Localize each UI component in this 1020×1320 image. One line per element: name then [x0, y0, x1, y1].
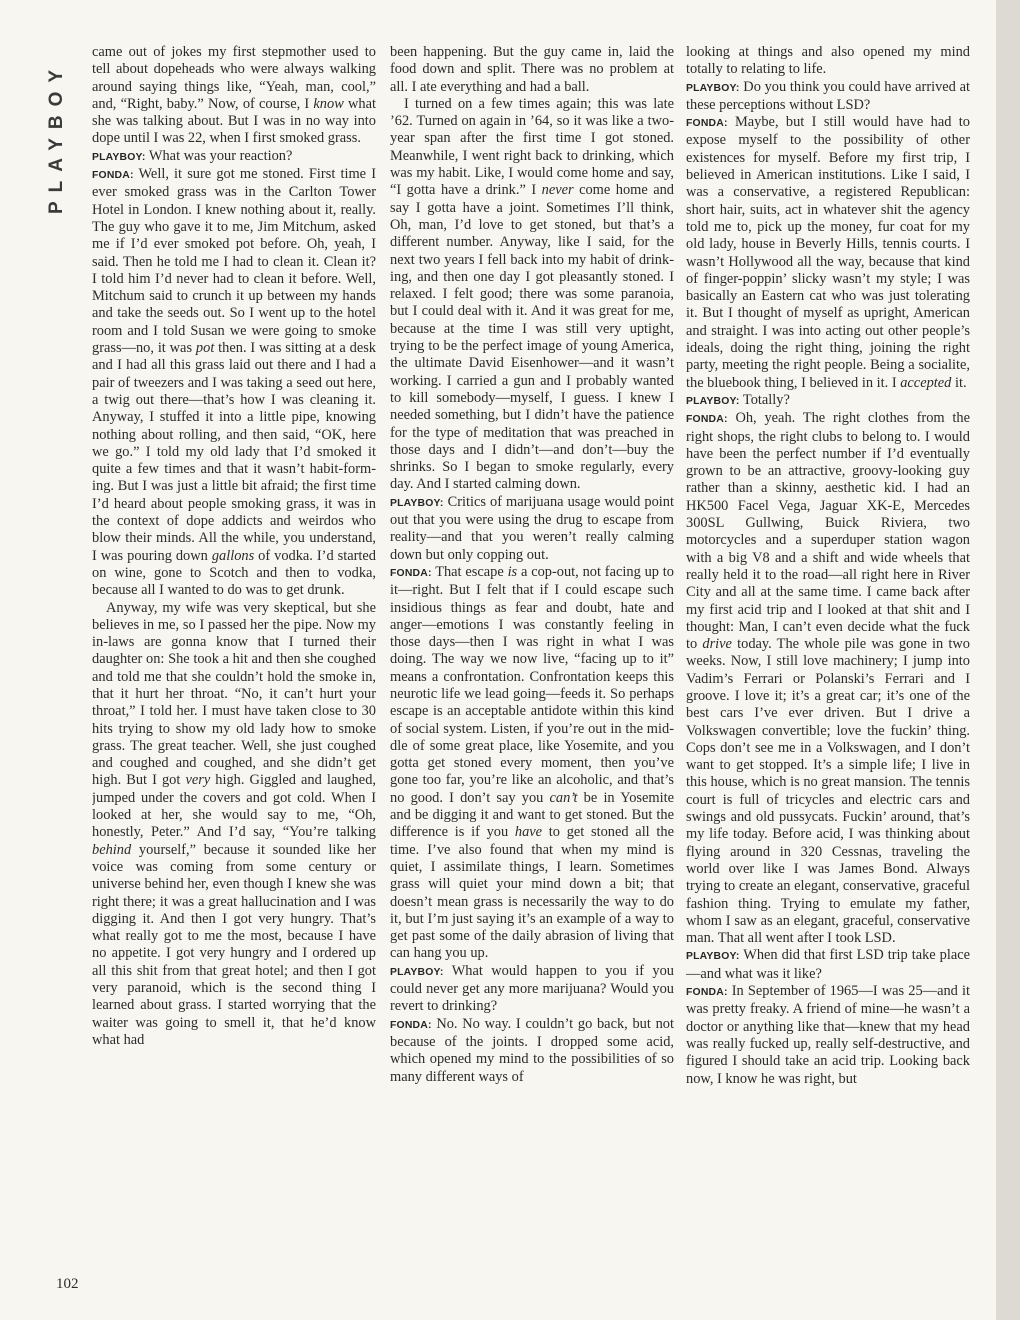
emphasis-text: accepted	[900, 374, 952, 391]
paragraph	[686, 44, 970, 79]
paragraph	[390, 96, 674, 494]
paragraph	[390, 1016, 674, 1086]
paragraph	[92, 600, 376, 1050]
body-text: In September of 1965—I was 25—and it was pretty freaky. A friend of mine—he wasn’t a doctor or anything like that—knew that my head was really fucked up, really self-destructive, and figured I should take an acid trip. Looking back now, I know he was right, but	[686, 983, 970, 1087]
speaker-label: FONDA:	[390, 567, 432, 579]
body-text: looking at things and also opened my mind totally to relating to life.	[686, 44, 970, 78]
body-text: a cop-out, not facing up to it—right. But I felt that if I could escape such insidious things as fear and doubt, hate and anger—emotions I was constantly feeling in those days—then I was right in what I was doing. The way we now live, “facing up to it” means a confrontation. Confrontation keeps this neurotic life we lead going—feeds it. So perhaps escape is an acceptable antidote within this kind of social system. Listen, if you’re out in the middle of some great place, like Yosemite, and you gotta get stoned every moment, then you’ve gone too far, you’re like an alcoholic, and that’s no good. I don’t say you	[390, 563, 674, 806]
emphasis-text: gallons	[211, 547, 255, 564]
body-text: Oh, yeah. The right clothes from the right shops, the right clubs to belong to. I would have been the perfect number if I’d eventually grown to be an attractive, groovy-looking guy rather than a skinny, aesthetic kid. I had an HK500 Facel Vega, Jaguar XK-E, Mercedes 300SL Gullwing, Buick Riviera, two motorcycles and a superduper station wagon with a big V8 and a shift and wide wheels that really held it to the road—all right here in River City and all at the same time. I came back after my first acid trip and I looked at that shit and I thought: Man, I can’t even decide what the fuck to	[686, 410, 970, 653]
body-text: Totally?	[742, 391, 790, 408]
speaker-label: PLAYBOY:	[686, 395, 740, 407]
paragraph	[390, 44, 674, 96]
paragraph	[92, 44, 376, 148]
body-text: be in Yosemite and be digging it and want to get stoned. But the difference is if you	[390, 789, 674, 841]
paragraph	[686, 114, 970, 392]
emphasis-text: drive	[702, 636, 732, 653]
emphasis-text: very	[185, 772, 211, 789]
paragraph	[390, 963, 674, 1016]
speaker-label: FONDA:	[686, 987, 728, 999]
speaker-label: PLAYBOY:	[686, 951, 740, 963]
speaker-label: FONDA:	[686, 414, 728, 426]
body-text: came out of jokes my first stepmother used to tell about dopeheads who were always walking around saying things like, “Yeah, man, cool,” and, “Right, baby.” Now, of course, I	[92, 44, 376, 112]
paragraph	[686, 79, 970, 115]
body-text: then. I was sitting at a desk and I had all this grass laid out there and I had a pair of tweezers and I was taking a seed out here, a twig out there—that’s how I was cleaning it. Anyway, I stuffed it into a little pipe, knowing nothing about rolling, and then said, “OK, here we go.” I told my old lady that I’d smoked it quite a few times and that it wasn’t habit-forming. But I was just a little bit afraid; the first time I’d heard about people smoking grass, it was in the context of dope addicts and weirdos who blow their minds. All the while, you understand, I was pouring down	[92, 340, 376, 564]
emphasis-text: never	[541, 182, 574, 199]
emphasis-text: is	[507, 563, 518, 580]
paragraph	[92, 166, 376, 599]
body-text: Maybe, but I still would have had to expose myself to the possibility of other existences for myself. Before my first trip, I believed in American institutions. Like I said, I was a conservative, a registered Republican: short hair, suits, act in whatever shit the agency told me to, pick up the money, fur coat for my old lady, house in Beverly Hills, tennis courts. I wasn’t Hollywood all the way, because that kind of finger-poppin’ slicky wasn’t my style; I was basically an Eastern cat who was just tolerating it. But I thought of myself as upright, American and straight. I was into acting out other people’s ideals, doing the right thing, joining the right party, meeting the right people. Being a socialite, the bluebook thing, I believed in it. I	[686, 114, 970, 391]
body-text: Anyway, my wife was very skeptical, but she believes in me, so I passed her the pipe. Now my in-laws are gonna know that I turned their daughter on: She took a hit and then she coughed and told me that she couldn’t hold the smoke in, that it hurt her throat. “No, it can’t hurt your throat,” I told her. I must have taken close to 30 hits trying to show my old lady how to smoke grass. The great teacher. Well, she just coughed and coughed and coughed, and she didn’t get high. But I got	[92, 599, 376, 789]
body-text: what she was talking about. But I was in no way into dope until I was 22, when I first smoked grass.	[92, 95, 376, 147]
body-text: to get stoned all the time. I’ve also found that when my mind is quiet, I assimilate things, I learn. Sometimes grass will quiet your mind down a bit; that doesn’t mean grass is necessarily the way to do it, but I’m just saying it’s an example of a way to get past some of the daily abrasion of living that can hang you up.	[390, 824, 674, 962]
speaker-label: PLAYBOY:	[92, 151, 146, 163]
speaker-label: PLAYBOY:	[390, 966, 444, 978]
emphasis-text: pot	[195, 340, 215, 357]
paragraph	[92, 148, 376, 166]
emphasis-text: can’t	[549, 789, 578, 806]
emphasis-text: know	[313, 95, 344, 112]
speaker-label: FONDA:	[390, 1019, 432, 1031]
body-text: What was your reaction?	[148, 147, 293, 164]
text-column-1	[92, 44, 376, 1294]
body-text: come home and say I gotta have a joint. Sometimes I’ll think, Oh, man, I’d love to get stoned, but that’s a different number. Anyway, like I said, for the next two years I fell back into my habit of drinking, and then one day I got pleasantly stoned. I relaxed. I felt good; there was some paranoia, but I could deal with it. And it was great for me, because at the time I was still very uptight, trying to be the perfect image of young America, the ultimate David Eisenhower—and it wasn’t working. I carried a gun and I probably wanted to kill somebody—myself, I guess. I knew I needed something, but I didn’t have the patience for the type of meditation that was preached in those days and I didn’t—and don’t—buy the shrinks. So I began to smoke regularly, every day. And I started calming down.	[390, 182, 674, 493]
speaker-label: PLAYBOY:	[686, 82, 740, 94]
paragraph	[686, 392, 970, 410]
paragraph	[686, 947, 970, 983]
magazine-name: PLAYBOY	[46, 60, 67, 214]
speaker-label: PLAYBOY:	[390, 497, 444, 509]
speaker-label: FONDA:	[92, 170, 134, 182]
body-text: No. No way. I couldn’t go back, but not because of the joints. I dropped some acid, which opened my mind to the possibilities of so many different ways of	[390, 1015, 674, 1085]
paragraph	[390, 494, 674, 564]
body-text: yourself,” because it sounded like her voice was coming from some century or universe behind her, even though I knew she was right there; it was a great hallucination and I was digging it. And then I got very hungry. That’s what really got to me the most, because I have no appetite. I got very hungry and I ordered up all this shit from that great hotel; and then I got very paranoid, which is the second thing I learned about grass. I started worrying that the waiter was going to smell it, that he’d know what had	[92, 841, 376, 1048]
emphasis-text: behind	[92, 841, 132, 858]
speaker-label: FONDA:	[686, 118, 728, 130]
body-text: today. The whole pile was gone in two weeks. Now, I still love machinery; I jump into Vadim’s Ferrari or Polanski’s Ferrari and I groove. I love it; it’s a great car; it’s one of the best cars I’ve ever driven. But I drive a Volkswagen convertible; love the fuckin’ thing. Cops don’t see me in a Volkswagen, and I don’t want to get stopped. It’s a simple life; I live in this house, which is no great mansion. The tennis court is full of tricycles and electric cars and swings and old pussycats. Fuckin’ around, that’s my life today. Before acid, I was thinking about flying around in 320 Cessnas, traveling the world over like I was James Bond. Always trying to create an elegant, conservative, graceful fashion thing. Trying to emulate my father, whom I saw as an elegant, graceful, conservative man. That all went after I took LSD.	[686, 636, 970, 947]
body-text: Critics of marijuana usage would point out that you were using the drug to escape from reality—and that you weren’t really calming down but only copping out.	[390, 493, 674, 563]
text-column-2	[390, 44, 674, 1294]
body-text: been happening. But the guy came in, laid the food down and split. There was no problem at all. I ate everything and had a ball.	[390, 44, 674, 95]
running-head	[46, 44, 76, 214]
body-text: Do you think you could have arrived at these perceptions without LSD?	[686, 78, 970, 113]
body-text: That escape	[435, 563, 508, 580]
text-column-3	[686, 44, 970, 1294]
body-text: high. Giggled and laughed, jumped under the covers and got cold. When I looked at her, she would say to me, “Oh, honestly, Peter.” And I’d say, “You’re talking	[92, 772, 376, 841]
paragraph	[390, 564, 674, 963]
body-text: it.	[951, 374, 967, 391]
body-text: When did that first LSD trip take place—and what was it like?	[686, 947, 970, 982]
emphasis-text: have	[514, 824, 543, 841]
paragraph	[686, 983, 970, 1088]
body-text: of vodka. I’d started on wine, gone to Scotch and then to vodka, because all I wanted to do was to get drunk.	[92, 547, 376, 599]
page-number: 102	[56, 1276, 79, 1292]
body-text: What would happen to you if you could never get any more marijuana? Would you revert to drinking?	[390, 962, 674, 1015]
body-text: I turned on a few times again; this was late ’62. Turned on again in ’64, so it was like a two-year span after the first time I got stoned. Meanwhile, I went right back to drinking, which was my habit. Like, I would come home and say, “I gotta have a drink.” I	[390, 95, 674, 199]
body-text: Well, it sure got me stoned. First time I ever smoked grass was in the Carlton Tower Hotel in London. I knew nothing about it, really. The guy who gave it to me, Jim Mitchum, asked me if I’d ever smoked pot before. Oh, yeah, I said. Then he told me I had to clean it. Clean it? I told him I’d never had to clean it before. Well, Mitchum said to crunch it up between my hands and take the seeds out. So I went up to the hotel room and I told Susan we were going to smoke grass—no, it was	[92, 166, 376, 357]
paragraph	[686, 410, 970, 947]
